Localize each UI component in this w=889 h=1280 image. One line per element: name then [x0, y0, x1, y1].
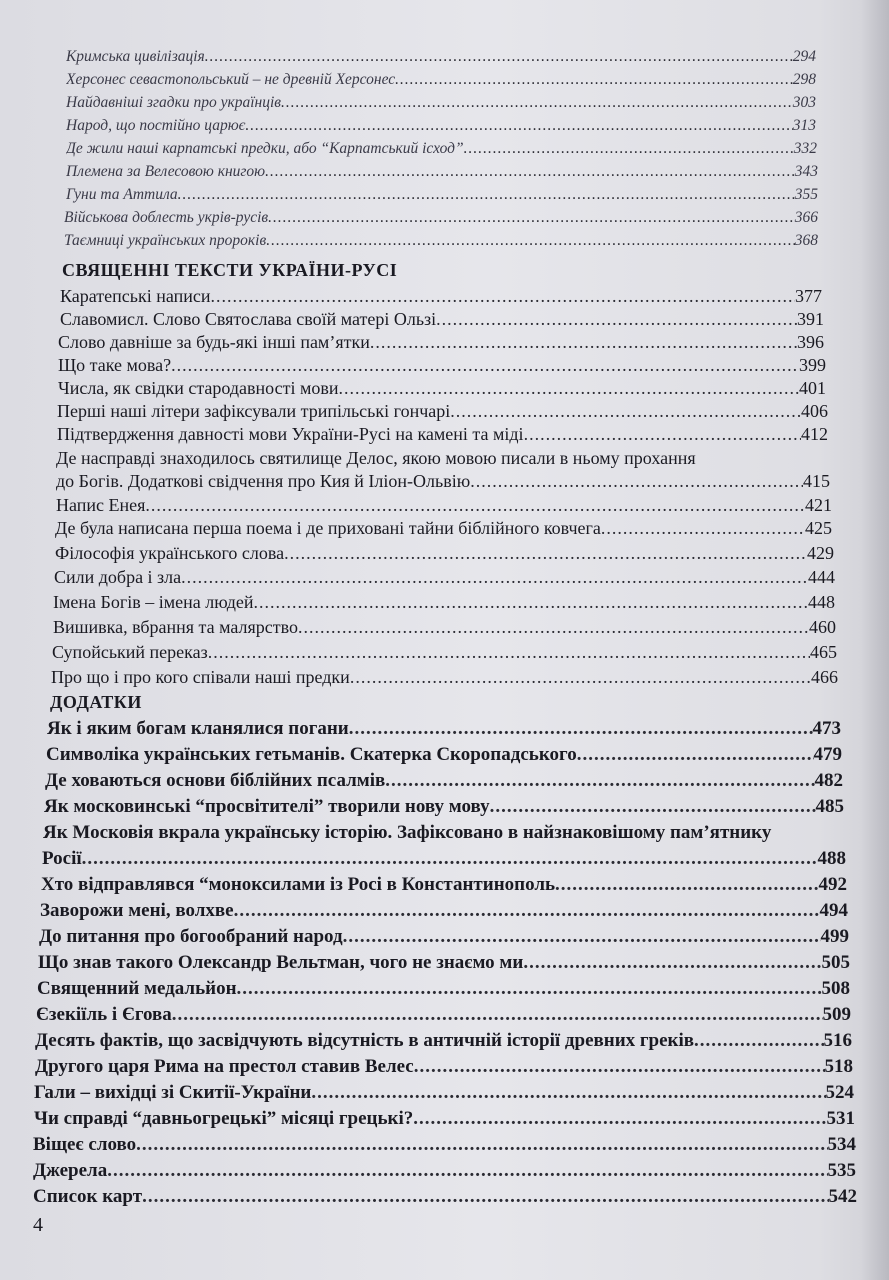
toc-entry-page: 412: [801, 424, 828, 444]
toc-entry-title: Що таке мова?: [58, 355, 172, 375]
toc-entry-title: Каратепські написи: [60, 286, 211, 306]
toc-entry: [35, 1056, 853, 1078]
toc-entry-title: Гуни та Аттила: [66, 186, 178, 203]
toc-entry: [36, 1004, 851, 1026]
dot-leader: [234, 900, 820, 922]
dot-leader: [350, 667, 811, 688]
toc-entry-page: 294: [792, 48, 816, 65]
toc-entry: [46, 744, 842, 766]
toc-entry-title: Як і яким богам кланялися погани: [47, 718, 349, 739]
page-edge-shadow: [861, 0, 889, 1280]
toc-entry-page: 524: [825, 1082, 854, 1103]
toc-entry-page: 366: [794, 209, 818, 226]
toc-entry: [66, 186, 818, 204]
toc-entry-page: 460: [809, 617, 836, 637]
dot-leader: [172, 1004, 823, 1026]
toc-entry-title: Філософія українського слова: [55, 543, 285, 563]
dot-leader: [142, 1186, 828, 1208]
dot-leader: [284, 543, 807, 564]
toc-entry: [66, 163, 818, 181]
toc-entry-page: 313: [792, 117, 816, 134]
dot-leader: [245, 117, 792, 135]
toc-entry: [66, 117, 816, 135]
dot-leader: [311, 1082, 825, 1104]
toc-entry-page: 494: [819, 900, 848, 921]
toc-entry-title: Гали – вихідці зі Скитії-України: [34, 1082, 312, 1103]
toc-entry-title: Супойський переказ: [52, 642, 208, 662]
dot-leader: [436, 309, 797, 330]
page-number: 4: [33, 1214, 43, 1236]
toc-entry-title: Славомисл. Слово Святослава своїй матері Ользі: [60, 309, 437, 329]
toc-entry: [58, 378, 826, 399]
dot-leader: [268, 209, 795, 227]
toc-entry-title: Херсонес севастопольський – не древній Херсонес: [66, 71, 396, 88]
dot-leader: [136, 1134, 827, 1156]
toc-entry-title: Сили добра і зла: [54, 567, 182, 587]
toc-entry-title: Що знав такого Олександр Вельтман, чого не знаємо ми: [38, 952, 524, 973]
toc-entry-title: Де ховаються основи біблійних псалмів: [45, 770, 386, 791]
toc-entry-page: 444: [808, 567, 835, 587]
toc-entry: [33, 1186, 857, 1208]
toc-entry: [66, 48, 816, 66]
toc-entry: [35, 1030, 852, 1052]
toc-entry-title: Напис Енея: [56, 495, 146, 515]
toc-entry: [56, 495, 832, 516]
dot-leader: [178, 186, 795, 204]
toc-entry: [64, 209, 818, 227]
toc-entry: [66, 94, 816, 112]
toc-entry-page: 535: [827, 1160, 856, 1181]
toc-entry-title: Віщеє слово: [33, 1134, 137, 1155]
dot-leader: [385, 770, 814, 792]
dot-leader: [107, 1160, 827, 1182]
toc-entry-page: 377: [795, 286, 822, 306]
dot-leader: [414, 1056, 825, 1078]
toc-entry-title: Чи справді “давньогрецькі” місяці грецькі?: [34, 1108, 414, 1129]
dot-leader: [171, 355, 799, 376]
toc-entry-page: 534: [827, 1134, 856, 1155]
toc-entry: [42, 848, 846, 870]
toc-entry-title: Імена Богів – імена людей: [53, 592, 254, 612]
toc-entry-page: 531: [826, 1108, 855, 1129]
dot-leader: [82, 848, 818, 870]
toc-entry: [47, 718, 841, 740]
toc-entry-page: 499: [820, 926, 849, 947]
dot-leader: [208, 642, 810, 663]
toc-entry-title: Кримська цивілізація: [66, 48, 205, 65]
dot-leader: [450, 401, 801, 422]
toc-entry-title: Де жили наші карпатські предки, або “Карпатський ісход”: [66, 140, 464, 157]
toc-entry: [39, 926, 849, 948]
toc-entry-title: Де була написана перша поема і де приховані тайни біблійного ковчега: [55, 518, 601, 538]
dot-leader: [254, 592, 808, 613]
toc-entry-page: 466: [811, 667, 838, 687]
toc-entry-page: 508: [821, 978, 850, 999]
dot-leader: [265, 163, 795, 181]
toc-entry: [37, 978, 850, 1000]
toc-entry-page: 485: [815, 796, 844, 817]
dot-leader: [298, 617, 809, 638]
toc-entry-page: 516: [823, 1030, 852, 1051]
toc-entry-title: до Богів. Додаткові свідчення про Кия й Іліон-Ольвію: [56, 471, 471, 491]
dot-leader: [490, 796, 816, 818]
toc-entry-page: 396: [797, 332, 824, 352]
toc-entry-page: 488: [817, 848, 846, 869]
dot-leader: [205, 48, 793, 66]
toc-entry: [55, 543, 834, 564]
toc-entry-title: Таємниці українських пророків: [64, 232, 267, 249]
toc-entry-title: Як московинські “просвітителі” творили нову мову: [44, 796, 490, 817]
toc-entry-page: 406: [801, 401, 828, 421]
section-heading: СВЯЩЕННІ ТЕКСТИ УКРАЇНИ-РУСІ: [62, 260, 398, 280]
dot-leader: [524, 424, 801, 445]
dot-leader: [413, 1108, 826, 1130]
toc-entry: [60, 309, 824, 330]
toc-entry: [55, 518, 832, 539]
toc-entry-title: Єзекіїль і Єгова: [36, 1004, 172, 1025]
section-heading: ДОДАТКИ: [50, 692, 142, 712]
toc-entry: [33, 1160, 856, 1182]
toc-entry-page: 465: [810, 642, 837, 662]
toc-entry: [58, 355, 826, 376]
toc-entry-title: Слово давніше за будь-які інші пам’ятки: [58, 332, 370, 352]
toc-entry-page: 332: [793, 140, 817, 157]
toc-entry-page: 391: [797, 309, 824, 329]
toc-entry-page: 425: [805, 518, 832, 538]
toc-entry-title: Заворожи мені, волхве: [40, 900, 234, 921]
dot-leader: [601, 518, 805, 539]
toc-entry: [52, 642, 837, 663]
toc-entry-title: Числа, як свідки стародавності мови: [58, 378, 339, 398]
toc-entry: [41, 874, 847, 896]
toc-entry-page: 492: [818, 874, 847, 895]
toc-entry-page: 429: [807, 543, 834, 563]
toc-entry: [34, 1108, 855, 1130]
toc-entry-title: Символіка українських гетьманів. Скатерка Скоропадського: [46, 744, 577, 765]
dot-leader: [694, 1030, 823, 1052]
dot-leader: [577, 744, 814, 766]
toc-entry: [57, 401, 828, 422]
dot-leader: [470, 471, 803, 492]
toc-entry-page: 368: [794, 232, 818, 249]
toc-entry-page: 448: [808, 592, 835, 612]
dot-leader: [395, 71, 793, 89]
toc-entry-title: Найдавніші згадки про українців: [66, 94, 281, 111]
toc-entry-title: Другого царя Рима на престол ставив Велес: [35, 1056, 414, 1077]
toc-entry: [58, 332, 824, 353]
toc-entry: [44, 796, 844, 818]
toc-entry-page: 303: [792, 94, 816, 111]
toc-entry-page: 415: [803, 471, 830, 491]
toc-entry-page: 401: [799, 378, 826, 398]
toc-entry: [38, 952, 850, 974]
toc-entry: [51, 667, 838, 688]
toc-entry-title: Народ, що постійно царює: [66, 117, 246, 134]
dot-leader: [523, 952, 821, 974]
toc-entry-title: Джерела: [33, 1160, 108, 1181]
dot-leader: [555, 874, 818, 896]
toc-entry-title: До питання про богообраний народ: [39, 926, 343, 947]
toc-entry-first-line: Де насправді знаходилось святилище Делос, якою мовою писали в ньому прохання: [56, 448, 696, 468]
toc-entry: [56, 471, 830, 492]
toc-entry: [33, 1134, 856, 1156]
dot-leader: [237, 978, 822, 1000]
toc-entry: [45, 770, 843, 792]
toc-entry-title: Про що і про кого співали наші предки: [51, 667, 350, 687]
toc-entry-title: Список карт: [33, 1186, 143, 1207]
toc-entry-title: Росії: [42, 848, 82, 869]
toc-entry: [64, 232, 818, 250]
toc-entry: [53, 592, 835, 613]
toc-entry: [57, 424, 828, 445]
dot-leader: [211, 286, 796, 307]
toc-entry-page: 479: [813, 744, 842, 765]
dot-leader: [145, 495, 805, 516]
dot-leader: [339, 378, 800, 399]
toc-entry: [34, 1082, 854, 1104]
toc-entry: [66, 140, 817, 158]
toc-entry-page: 355: [794, 186, 818, 203]
toc-entry: [53, 617, 836, 638]
toc-entry-page: 505: [821, 952, 850, 973]
toc-entry: [66, 71, 816, 89]
toc-entry-page: 421: [805, 495, 832, 515]
toc-entry: [60, 286, 822, 307]
toc-entry-title: Військова доблесть укрів-русів: [64, 209, 269, 226]
dot-leader: [281, 94, 793, 112]
toc-entry-title: Племена за Велесовою книгою: [66, 163, 266, 180]
dot-leader: [343, 926, 821, 948]
toc-entry-page: 343: [794, 163, 818, 180]
toc-entry-page: 473: [812, 718, 841, 739]
toc-entry-page: 542: [828, 1186, 857, 1207]
toc-entry-title: Священний медальйон: [37, 978, 237, 999]
toc-entry-page: 399: [799, 355, 826, 375]
toc-entry-title: Хто відправлявся “моноксилами із Росі в Константинополь: [41, 874, 556, 895]
dot-leader: [181, 567, 808, 588]
toc-entry-title: Вишивка, вбрання та малярство: [53, 617, 299, 637]
toc-entry-first-line: Як Московія вкрала українську історію. Зафіксовано в найзнаковішому пам’ятнику: [43, 822, 772, 843]
toc-entry: [40, 900, 848, 922]
toc-entry-title: Підтвердження давності мови України-Русі на камені та міді: [57, 424, 524, 444]
dot-leader: [349, 718, 813, 740]
toc-entry-title: Перші наші літери зафіксували трипільські гончарі: [57, 401, 451, 421]
toc-entry-title: Десять фактів, що засвідчують відсутність в античній історії древних греків: [35, 1030, 695, 1051]
toc-entry-page: 298: [792, 71, 816, 88]
toc-entry-page: 518: [824, 1056, 853, 1077]
dot-leader: [266, 232, 795, 250]
toc-entry-page: 482: [814, 770, 843, 791]
toc-entry: [54, 567, 835, 588]
toc-entry-page: 509: [822, 1004, 851, 1025]
dot-leader: [464, 140, 794, 158]
dot-leader: [370, 332, 797, 353]
